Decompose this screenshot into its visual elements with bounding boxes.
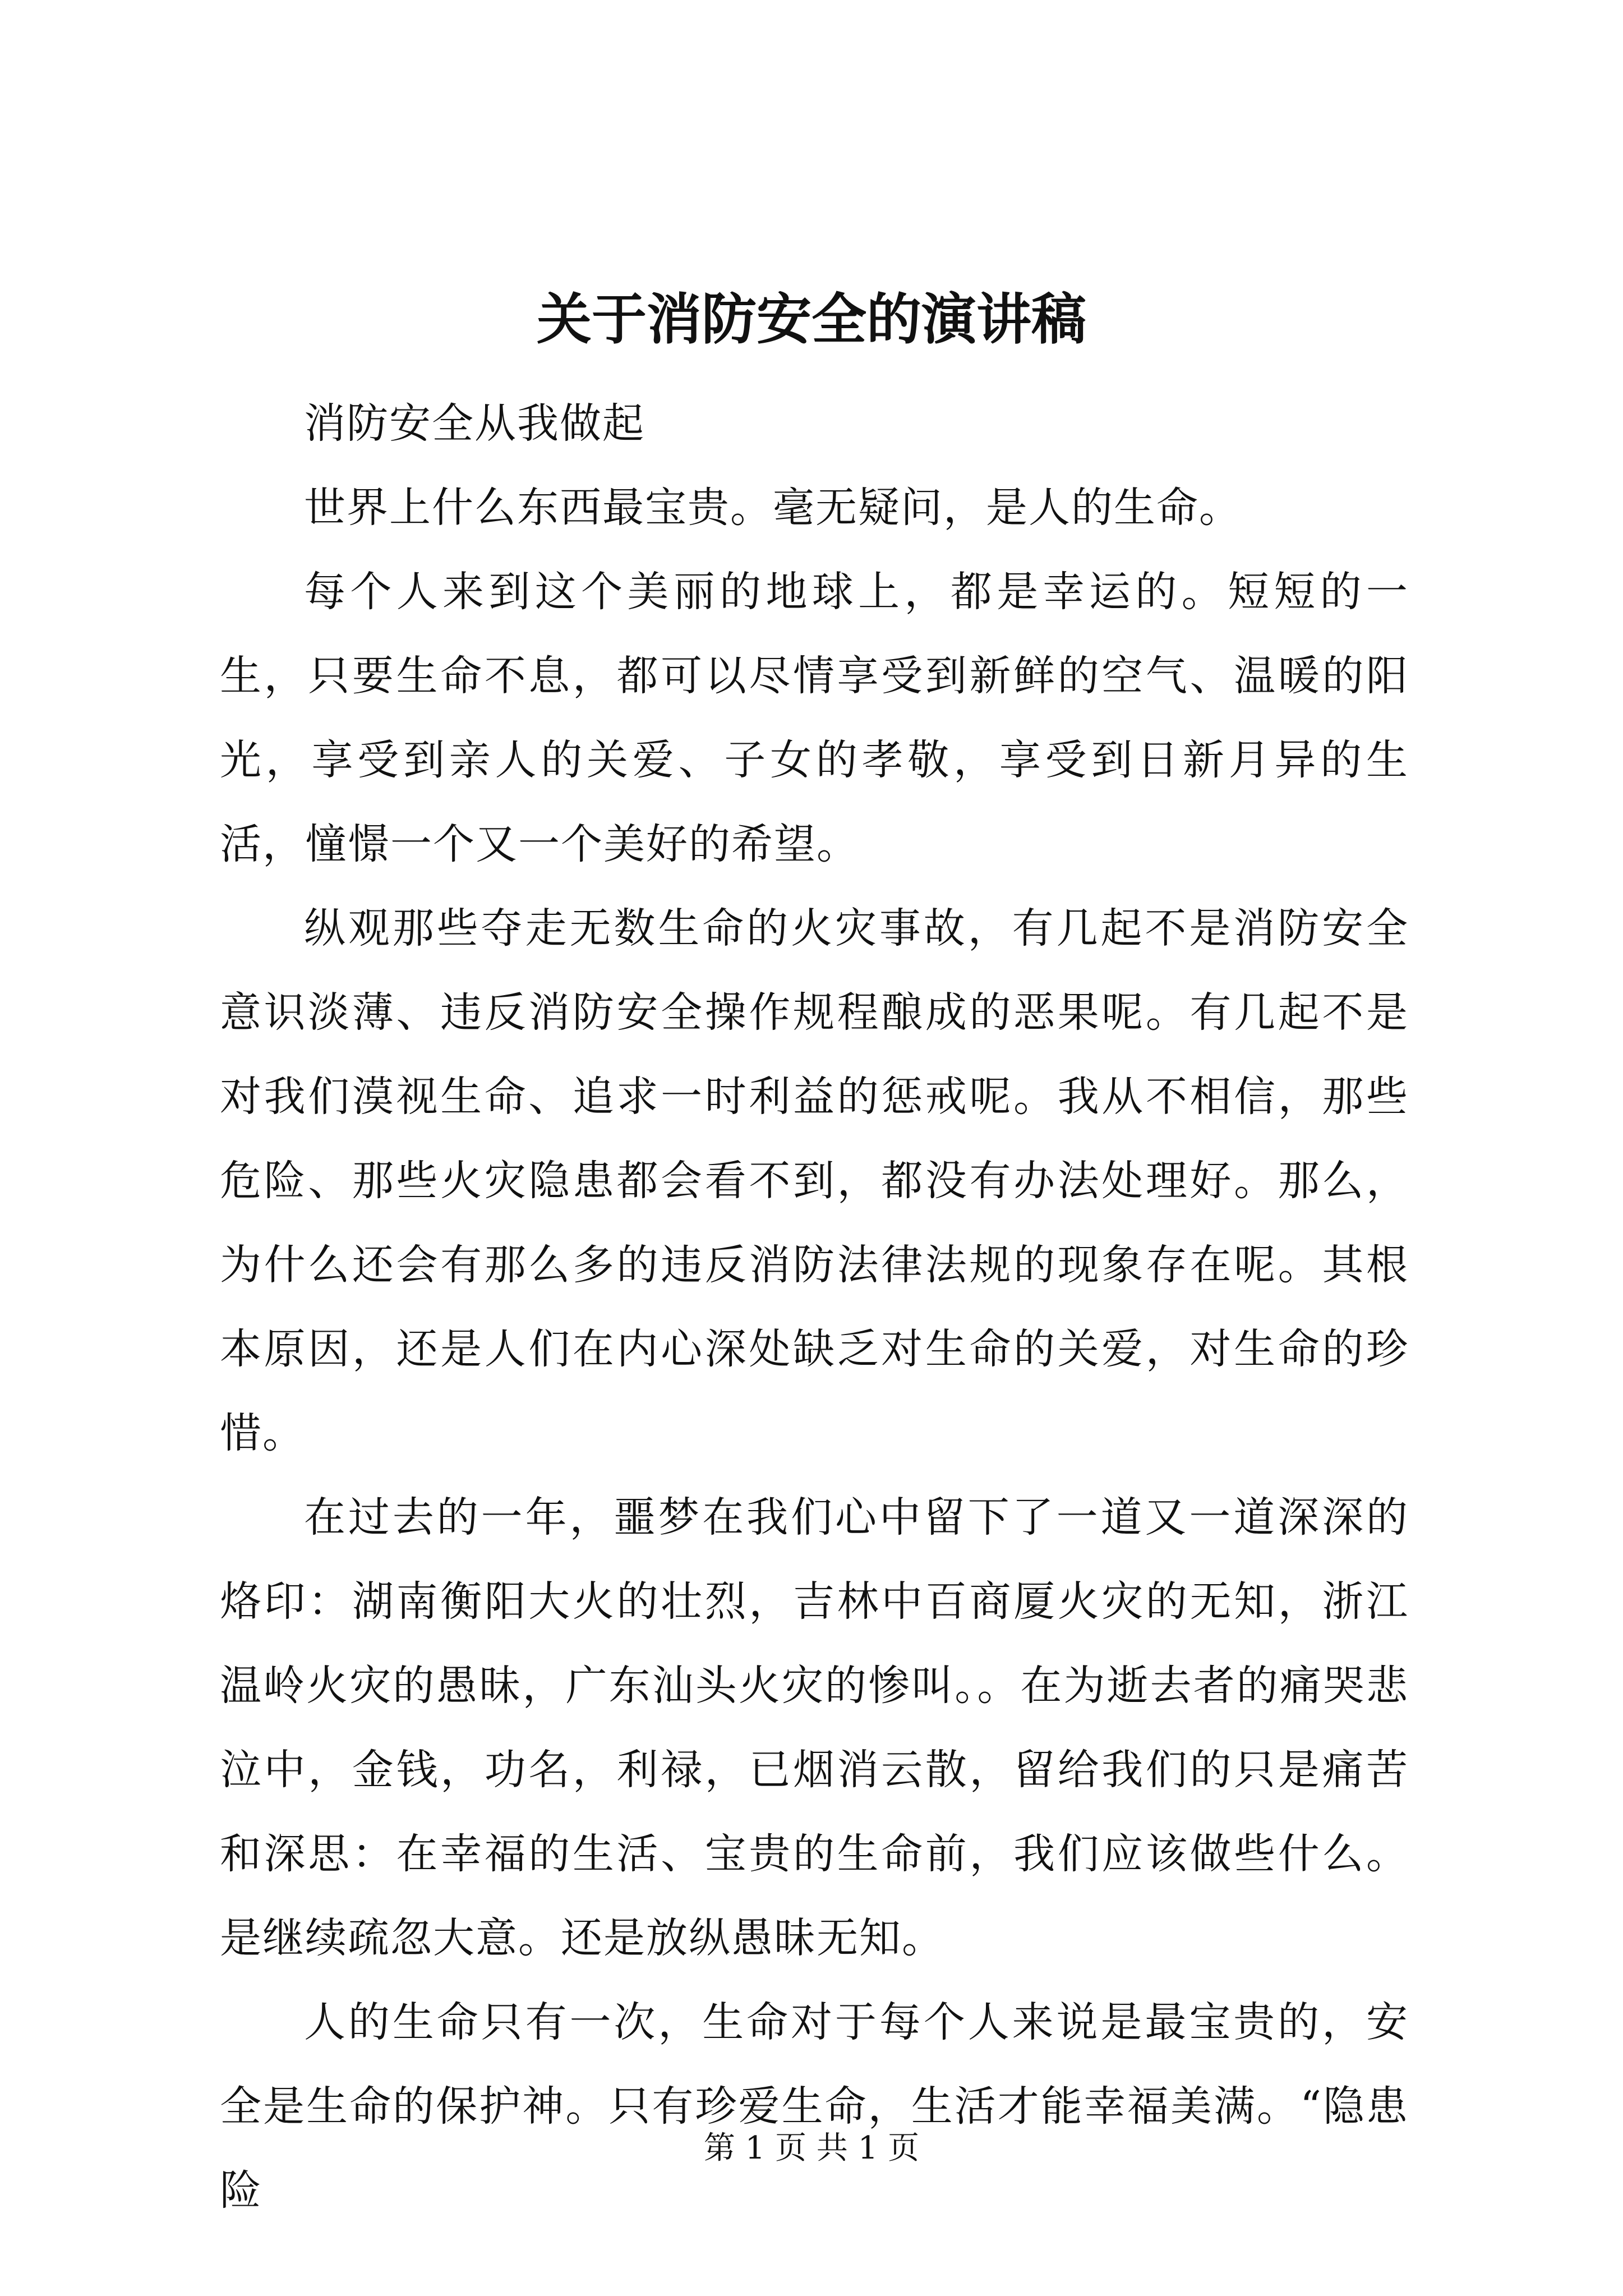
paragraph: 人的生命只有一次，生命对于每个人来说是最宝贵的，安全是生命的保护神。只有珍爱生命，生活才能幸福美满。“隐患险 (220, 1998, 1409, 2215)
document-body (220, 381, 1409, 2233)
paragraph-subtitle: 消防安全从我做起 (304, 399, 645, 448)
document-title: 关于消防安全的演讲稿 (536, 287, 1086, 352)
paragraph: 每个人来到这个美丽的地球上，都是幸运的。短短的一生，只要生命不息，都可以尽情享受到新鲜的空气、温暖的阳光，享受到亲人的关爱、子女的孝敬，享受到日新月异的生活，憧憬一个又一个美好的希望。 (220, 568, 1409, 868)
paragraph: 在过去的一年，噩梦在我们心中留下了一道又一道深深的烙印：湖南衡阳大火的壮烈，吉林中百商厦火灾的无知，浙江温岭火灾的愚昧，广东汕头火灾的惨叫。。在为逝去者的痛哭悲泣中，金钱，功名，利禄，已烟消云散，留给我们的只是痛苦和深思：在幸福的生活、宝贵的生命前，我们应该做些什么。是继续疏忽大意。还是放纵愚昧无知。 (220, 1493, 1409, 1962)
page-footer: 第 1 页 共 1 页 (703, 2130, 920, 2166)
paragraph: 世界上什么东西最宝贵。毫无疑问，是人的生命。 (304, 484, 1242, 532)
paragraph: 纵观那些夺走无数生命的火灾事故，有几起不是消防安全意识淡薄、违反消防安全操作规程酿成的恶果呢。有几起不是对我们漠视生命、追求一时利益的惩戒呢。我从不相信，那些危险、那些火灾隐患都会看不到，都没有办法处理好。那么，为什么还会有那么多的违反消防法律法规的现象存在呢。其根本原因，还是人们在内心深处缺乏对生命的关爱，对生命的珍惜。 (220, 904, 1409, 1457)
